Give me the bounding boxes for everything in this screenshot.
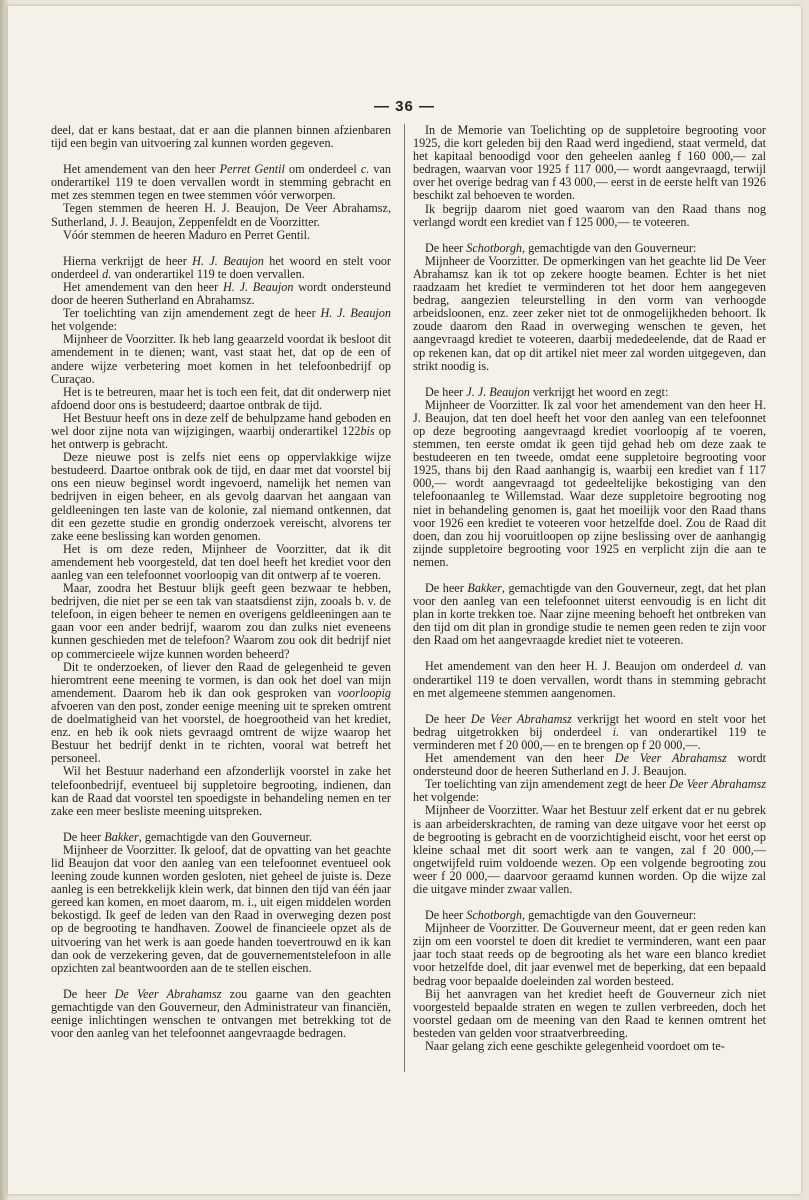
- speaker-name: Schotborgh: [466, 240, 523, 255]
- speaker-name: bis: [360, 423, 375, 438]
- paragraph: [51, 412, 391, 451]
- speaker-name: J. J. Beaujon: [466, 384, 530, 399]
- text-run: Deze nieuwe post is zelfs niet eens op oppervlakkige wijze bestudeerd. Daartoe ontbrak ook de tijd, en daar met dat voorstel bij ons een nieuw beginsel wordt ingevoerd, namelijk het nemen van bedrijven in eigen beheer, en als gevolg daarvan het aangaan van geldleeningen ten laste van de kolonie, zal niemand ontkennen, dat dit een gezette studie en grondig onderzoek vereischt, alvorens ter zake eene beslissing kan worden genomen.: [51, 450, 391, 543]
- speaker-name: H. J. Beaujon: [192, 253, 264, 268]
- text-run: wordt ondersteund door de heeren Sutherland en J. J. Beaujon.: [413, 751, 766, 779]
- paragraph: [413, 399, 766, 569]
- paragraph: [413, 582, 766, 647]
- left-column: [51, 124, 391, 1040]
- text-run: Het is te betreuren, maar het is toch een feit, dat dit onderwerp niet afdoend door ons is bestudeerd; daartoe ontbrak de tijd.: [51, 384, 391, 412]
- speaker-name: De Veer Abrahamsz: [470, 711, 572, 726]
- text-run: het volgende:: [51, 319, 117, 334]
- text-run: Het amendement van den heer: [425, 751, 615, 766]
- paragraph: [51, 124, 391, 150]
- paragraph: [413, 660, 766, 699]
- text-run: Dit te onderzoeken, of liever den Raad de gelegenheid te geven hieromtrent eene meening te vormen, is dan ook het doel van mijn amendement. Daarom heb ik dan ook gesproken van: [51, 659, 391, 700]
- text-run: Mijnheer de Voorzitter. Ik heb lang geaarzeld voordat ik besloot dit amendement in te dienen; want, vast staat het, dat op de een of andere wijze verbetering moet komen in het telefoonbedrijf op Curaçao.: [51, 332, 391, 386]
- scan-edge: [0, 0, 8, 1200]
- text-run: De heer: [425, 581, 468, 595]
- text-run: De heer: [63, 829, 105, 844]
- paragraph: [413, 804, 766, 896]
- speaker-name: Bakker: [104, 829, 139, 844]
- paragraph: [51, 163, 391, 202]
- text-run: Het amendement van den heer H. J. Beaujon om onderdeel: [425, 659, 735, 674]
- text-run: De heer: [425, 711, 471, 726]
- text-run: van onderartikel 119 te doen vervallen, wordt thans in stemming gebracht en met algemeene stemmen aangenomen.: [413, 659, 766, 700]
- text-run: van onderartikel 119 te doen vervallen wordt in stemming gebracht en met zes stemmen tegen en twee stemmen vóór verworpen.: [51, 162, 392, 203]
- speaker-name: d.: [734, 659, 744, 674]
- paragraph: [413, 124, 766, 203]
- text-run: het woord en stelt voor onderdeel: [51, 253, 391, 281]
- text-run: van onderartikel 119 te doen vervallen.: [111, 266, 305, 281]
- paragraph: [413, 255, 766, 373]
- text-run: Wil het Bestuur naderhand een afzonderlijk voorstel in zake het telefoonbedrijf, eventueel bij suppletoire begrooting, indienen, dan kan de Raad dat voorstel ten spoedigste in behandeling nemen en ter zake een meer besliste meening uitspreken.: [51, 764, 391, 818]
- text-run: Het amendement van den heer: [63, 279, 223, 294]
- text-run: De heer: [425, 240, 467, 255]
- speaker-name: Bakker: [467, 581, 502, 595]
- paragraph: [51, 281, 391, 307]
- text-run: De heer: [63, 986, 115, 1001]
- paragraph: [51, 386, 391, 412]
- paragraph: [413, 752, 766, 778]
- text-run: Mijnheer de Voorzitter. Waar het Bestuur zelf erkent dat er nu gebrek is aan arbeiderskrachten, de raming van deze uitgave voor het eerst op de begrooting is gebracht en de voorzichtigheid eischt, voor het eerst op kleine schaal met dit soort werk aan te vangen, zal f 20 000,— ongetwijfeld ruim voldoende wezen. Op een volgende begrooting zou weer f 20 000,— daarvoor geraamd kunnen worden. Op die wijze zal die uitgave minder zwaar vallen.: [413, 803, 766, 896]
- speaker-name: De Veer Abrahamsz: [114, 986, 222, 1001]
- page-number: — 36 —: [374, 98, 436, 115]
- text-run: het volgende:: [413, 790, 479, 805]
- text-run: deel, dat er kans bestaat, dat er aan die plannen binnen afzienbaren tijd een begin van uitvoering zal kunnen worden gegeven.: [51, 123, 391, 151]
- text-run: De heer: [425, 384, 467, 399]
- paragraph: [51, 333, 391, 385]
- speaker-name: H. J. Beaujon: [222, 279, 294, 294]
- paragraph: [51, 307, 391, 333]
- text-run: verkrijgt het woord en zegt:: [529, 384, 669, 399]
- paragraph: [51, 255, 391, 281]
- right-column: [413, 124, 766, 1053]
- speaker-name: Perret Gentil: [219, 162, 285, 177]
- text-run: verkrijgt het woord en stelt voor het bedrag uitgetrokken bij onderdeel: [413, 711, 766, 739]
- text-run: Vóór stemmen de heeren Maduro en Perret Gentil.: [63, 227, 311, 242]
- paragraph: [51, 765, 391, 817]
- text-run: , gemachtigde van den Gouverneur:: [522, 908, 697, 923]
- paragraph: [413, 1040, 766, 1053]
- text-run: Maar, zoodra het Bestuur blijk geeft geen bezwaar te hebben, bedrijven, die niet per se een tak van staatsdienst zijn, zooals b. v. de telefoon, in eigen beheer te nemen en overigens geldleeningen aan te gaan voor een ander bedrijf, waarom zou dan zulks niet eveneens kunnen geschieden met de telefoon? Waarom zou ook dit bedrijf niet op commercieele wijze kunnen worden beheerd?: [51, 581, 391, 661]
- speaker-name: H. J. Beaujon: [320, 306, 391, 321]
- paragraph: [413, 988, 766, 1040]
- text-run: Mijnheer de Voorzitter. De Gouverneur meent, dat er geen reden kan zijn om een voorstel te doen dit krediet te verminderen, want een paar jaar toch staat reeds op de begrooting als het ware een blanco krediet voor hetzelfde doel, dit jaar evenwel met de beperking, dat een bepaald bedrag voor bepaalde doeleinden zal worden besteed.: [413, 921, 766, 988]
- text-run: , gemachtigde van den Gouverneur.: [138, 829, 313, 844]
- paragraph: [51, 543, 391, 582]
- paragraph: [51, 229, 391, 242]
- text-run: afvoeren van den post, zonder eenige meening uit te spreken omtrent de doelmatigheid van het voorstel, de hoegrootheid van het krediet, enz. en heb ik ook niets gevraagd omtrent de wijze waarop het Bestuur het bedrijf denkt in te richten, vooral wat betreft het personeel.: [51, 698, 391, 766]
- speaker-name: d.: [102, 266, 112, 281]
- text-run: Ik begrijp daarom niet goed waarom van den Raad thans nog verlangd wordt een krediet van f 125 000,— te voteeren.: [413, 201, 766, 229]
- text-run: Naar gelang zich eene geschikte gelegenheid voordoet om te-: [425, 1039, 725, 1053]
- speaker-name: voorloopig: [337, 685, 391, 700]
- speaker-name: Schotborgh: [466, 908, 523, 923]
- paragraph: [51, 661, 391, 766]
- paragraph: [51, 582, 391, 661]
- text-run: om onderdeel: [284, 162, 361, 177]
- paragraph: [413, 778, 766, 804]
- text-run: Mijnheer de Voorzitter. Ik geloof, dat de opvatting van het geachte lid Beaujon dat voor den aanleg van een telefoonnet eventueel ook leening zoude kunnen worden gesloten, niet geheel de juiste is. Deze aanleg is een betrekkelijk klein werk, dat binnen den tijd van één jaar gereed kan komen, en moet daarom, m. i., uit eigen middelen worden bekostigd. Ik geef de leden van den Raad in overweging dezen post op de begrooting te handhaven. Zoowel de financieele opzet als de uitvoering van het werk is aan goede handen toevertrouwd en ik kan dan ook de verzekering geven, dat de gouvernementstelefoon in alle opzichten zal beantwoorden aan de te stellen eischen.: [51, 842, 391, 975]
- text-run: Het is om deze reden, Mijnheer de Voorzitter, dat ik dit amendement heb voorgesteld, dat ten doel heeft het krediet voor den aanleg van een telefoonnet voorloopig van dit ontwerp af te voeren.: [51, 541, 391, 582]
- paragraph: [413, 713, 766, 752]
- text-run: van onderartikel 119 te verminderen met f 20 000,— en te brengen op f 20 000,—.: [413, 724, 766, 752]
- text-run: wordt ondersteund door de heeren Sutherland en Abrahamsz.: [51, 279, 391, 308]
- speaker-name: De Veer Abrahamsz: [614, 751, 727, 766]
- text-run: In de Memorie van Toelichting op de suppletoire begrooting voor 1925, die kort geleden bij den Raad werd ingediend, staat vermeld, dat het kapitaal benoodigd voor den geheelen aanleg f 160 000,— zal bedragen, waarvan voor 1925 f 117 000,— wordt aangevraagd, terwijl over het overige bedrag van f 43 000,— eerst in de eerste helft van 1926 beschikt zal behoeven te worden.: [413, 123, 766, 203]
- paragraph: [51, 451, 391, 543]
- paragraph: [413, 203, 766, 229]
- paragraph: [51, 202, 391, 228]
- paragraph: [51, 844, 391, 975]
- text-run: Ter toelichting van zijn amendement zegt de heer: [425, 777, 670, 792]
- text-run: Mijnheer de Voorzitter. Ik zal voor het amendement van den heer H. J. Beaujon, dat ten doel heeft het voor den aanleg van een telefoonnet op deze begrooting aangevraagd krediet voorloopig af te voeren, stemmen, ten eerste omdat ik geen tijd gehad heb om deze zaak te bestudeeren en ten tweede, omdat eene suppletoire begrooting voor 1925, thans bij den Raad aanhangig is, waarbij een krediet van f 117 000,— wordt aangevraagd tot gedeeltelijke bekostiging van den telefoonaanleg te Willemstad. Waar deze suppletoire begrooting nog niet in behandeling genomen is, gaat het moeilijk voor den Raad thans voor 1926 een krediet te voteeren voor hetzelfde doel. Zou de Raad dit doen, dan zou hij vooruitloopen op zijne beslissing over de aanhangig zijnde suppletoire begrooting voor 1925 en verplicht zijn die aan te nemen.: [413, 397, 766, 569]
- text-run: Hierna verkrijgt de heer: [63, 253, 193, 268]
- text-run: Mijnheer de Voorzitter. De opmerkingen van het geachte lid De Veer Abrahamsz kan ik tot op zekere hoogte beamen. Echter is het niet raadzaam het krediet te verminderen tot het door hem aangegeven bedrag, aangezien teleurstelling in den vorm van verhoogde arbeidsloonen, enz. zeer zeker niet tot de onmogelijkheden behoort. Ik zoude daarom den Raad in overweging wenschen te geven, het aangevraagd krediet te voteeren, daarbij mededeelende, dat de Raad er op rekenen kan, dat op dit artikel niet meer zal worden uitgegeven, dan strikt noodig is.: [413, 253, 766, 373]
- text-run: , gemachtigde van den Gouverneur, zegt, dat het plan voor den aanleg van een telefoonnet uiterst eenvoudig is en licht dit plan in korte trekken toe. Naar zijne meening behoeft het ontbreken van den tijd om dit plan in grondige studie te nemen geen reden te zijn voor den Raad om het aangevraagde krediet niet te voteeren.: [413, 581, 766, 648]
- speaker-name: c.: [360, 162, 370, 177]
- text-run: Het amendement van den heer: [63, 162, 220, 177]
- text-run: Het Bestuur heeft ons in deze zelf de behulpzame hand geboden en wel door zijne nota van wijzigingen, waarbij onderartikel 122: [51, 410, 391, 438]
- text-run: De heer: [425, 908, 467, 923]
- text-run: zou gaarne van den geachten gemachtigde van den Gouverneur, den Administrateur van financiën, eenige inlichtingen wenschen te ontvangen met betrekking tot de voor den aanleg van het telefoonnet aangevraagde bedragen.: [51, 986, 392, 1041]
- text-run: , gemachtigde van den Gouverneur:: [522, 240, 697, 255]
- text-run: Bij het aanvragen van het krediet heeft de Gouverneur zich niet voorgesteld bepaalde straten en wegen te zullen verbreeden, doch het voorstel gedaan om de meening van den Raad te kennen omtrent het besteden van gelden voor straatverbreeding.: [413, 986, 766, 1040]
- column-divider: [404, 124, 405, 1072]
- text-run: Tegen stemmen de heeren H. J. Beaujon, De Veer Abrahamsz, Sutherland, J. J. Beaujon, Zeppenfeldt en de Voorzitter.: [51, 201, 391, 229]
- text-run: Ter toelichting van zijn amendement zegt de heer: [63, 306, 321, 321]
- speaker-name: De Veer Abrahamsz: [669, 777, 766, 792]
- paragraph: [413, 922, 766, 987]
- speaker-name: i.: [612, 724, 619, 739]
- text-run: op het ontwerp is gebracht.: [51, 423, 391, 452]
- paragraph: [51, 988, 391, 1040]
